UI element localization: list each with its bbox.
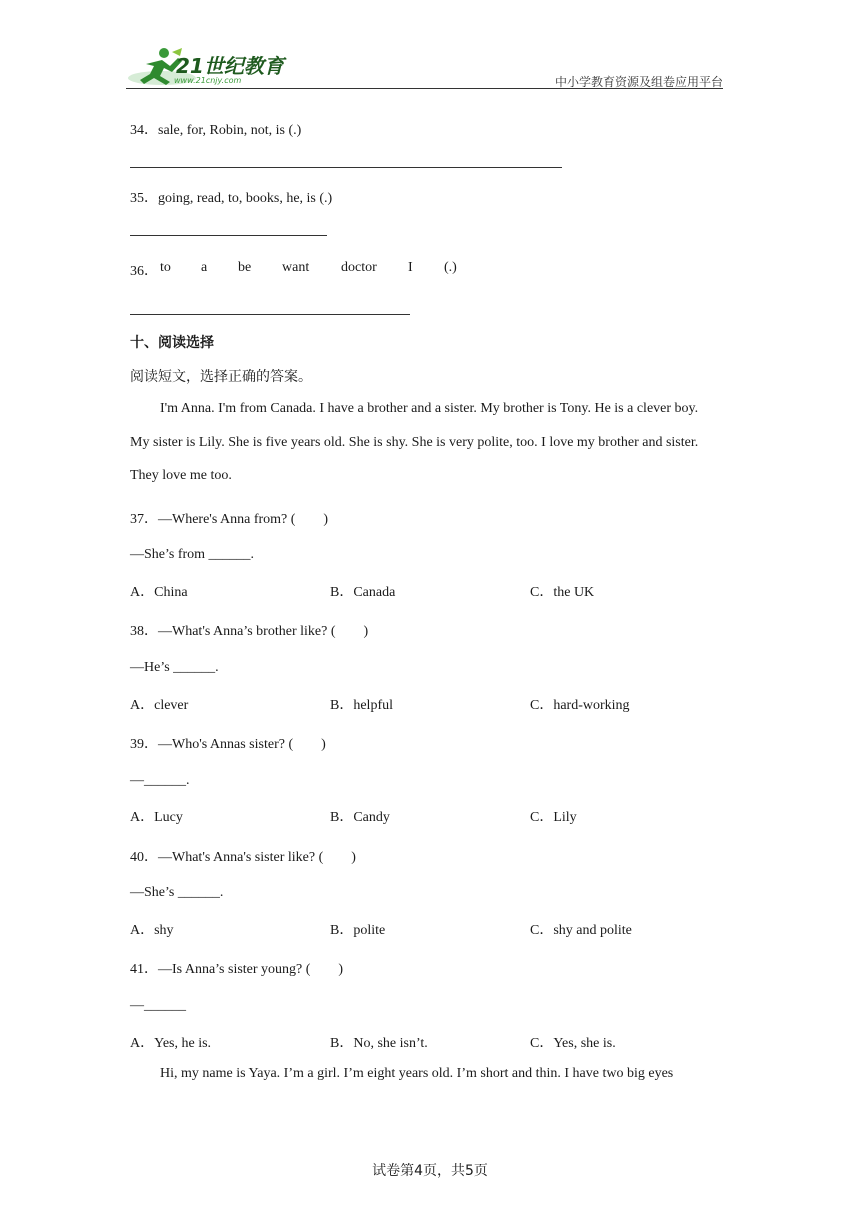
question-41: [130, 958, 343, 978]
question-35: [130, 187, 332, 207]
answer-prompt: —______: [130, 998, 186, 1013]
option-a[interactable]: A．Yes, he is.: [130, 1036, 212, 1051]
next-passage-line: Hi, my name is Yaya. I’m a girl. I’m eight years old. I’m short and thin. I have two big eyes: [160, 1066, 674, 1081]
logo: [126, 44, 296, 90]
option-b[interactable]: B．Candy: [330, 810, 390, 825]
question-number: 40．: [130, 850, 158, 865]
page-footer: 试卷第4页，共5页: [372, 1163, 488, 1179]
option-c[interactable]: C．hard-working: [530, 698, 630, 713]
option-c[interactable]: C．Yes, she is.: [530, 1036, 616, 1051]
question-number: 41．: [130, 962, 158, 977]
question-34: [130, 119, 301, 139]
logo-url: www.21cnjy.com: [174, 76, 242, 85]
section-title: 十、阅读选择: [130, 335, 214, 351]
answer-line-34[interactable]: [130, 167, 562, 168]
option-a[interactable]: A．China: [130, 585, 188, 600]
option-b[interactable]: B．polite: [330, 923, 386, 938]
option-b[interactable]: B．helpful: [330, 698, 393, 713]
header-divider: [126, 88, 723, 89]
question-36: [130, 260, 158, 280]
question-number: 38．: [130, 624, 158, 639]
option-c[interactable]: C．Lily: [530, 810, 577, 825]
question-text: —Is Anna’s sister young? ( ): [158, 962, 344, 977]
question-number: 35．: [130, 191, 158, 206]
question-text: —What's Anna's sister like? ( ): [158, 850, 356, 865]
question-text: going, read, to, books, he, is (.): [158, 191, 333, 206]
answer-line-35[interactable]: [130, 235, 327, 236]
answer-prompt: —He’s ______.: [130, 660, 219, 675]
logo-title: 21世纪教育: [176, 54, 284, 78]
reading-passage: I'm Anna. I'm from Canada. I have a brother and a sister. My brother is Tony. He is a clever boy. My sister is Lily. She is five years old. She is shy. She is very polite, too. I love my brother and sister. They love me too.: [130, 401, 699, 483]
word-tile: a: [201, 260, 208, 275]
answer-prompt: —She’s from ______.: [130, 547, 255, 562]
word-tile: (.): [444, 260, 457, 275]
question-39: [130, 733, 326, 753]
question-number: 39．: [130, 737, 158, 752]
question-number: 37．: [130, 512, 158, 527]
question-number: 34．: [130, 123, 158, 138]
question-38: [130, 620, 368, 640]
word-tile: to: [160, 260, 171, 275]
option-c[interactable]: C．the UK: [530, 585, 595, 600]
answer-line-36[interactable]: [130, 314, 410, 315]
word-tile: I: [408, 260, 413, 275]
word-tile: be: [238, 260, 252, 275]
option-a[interactable]: A．clever: [130, 698, 189, 713]
question-text: —Who's Annas sister? ( ): [158, 737, 326, 752]
option-a[interactable]: A．shy: [130, 923, 174, 938]
option-b[interactable]: B．Canada: [330, 585, 396, 600]
option-c[interactable]: C．shy and polite: [530, 923, 632, 938]
question-text: —What's Anna’s brother like? ( ): [158, 624, 369, 639]
word-tile: want: [282, 260, 310, 275]
option-b[interactable]: B．No, she isn’t.: [330, 1036, 428, 1051]
header-platform-text: 中小学教育资源及组卷应用平台: [554, 75, 723, 89]
word-tile: doctor: [341, 260, 377, 275]
section-instruction: 阅读短文，选择正确的答案。: [130, 369, 312, 385]
question-text: —Where's Anna from? ( ): [158, 512, 329, 527]
question-text: sale, for, Robin, not, is (.): [158, 123, 302, 138]
question-number: 36．: [130, 264, 158, 279]
question-40: [130, 846, 356, 866]
answer-prompt: —She’s ______.: [130, 885, 224, 900]
option-a[interactable]: A．Lucy: [130, 810, 183, 825]
answer-prompt: —______.: [130, 773, 190, 788]
question-37: [130, 508, 328, 528]
